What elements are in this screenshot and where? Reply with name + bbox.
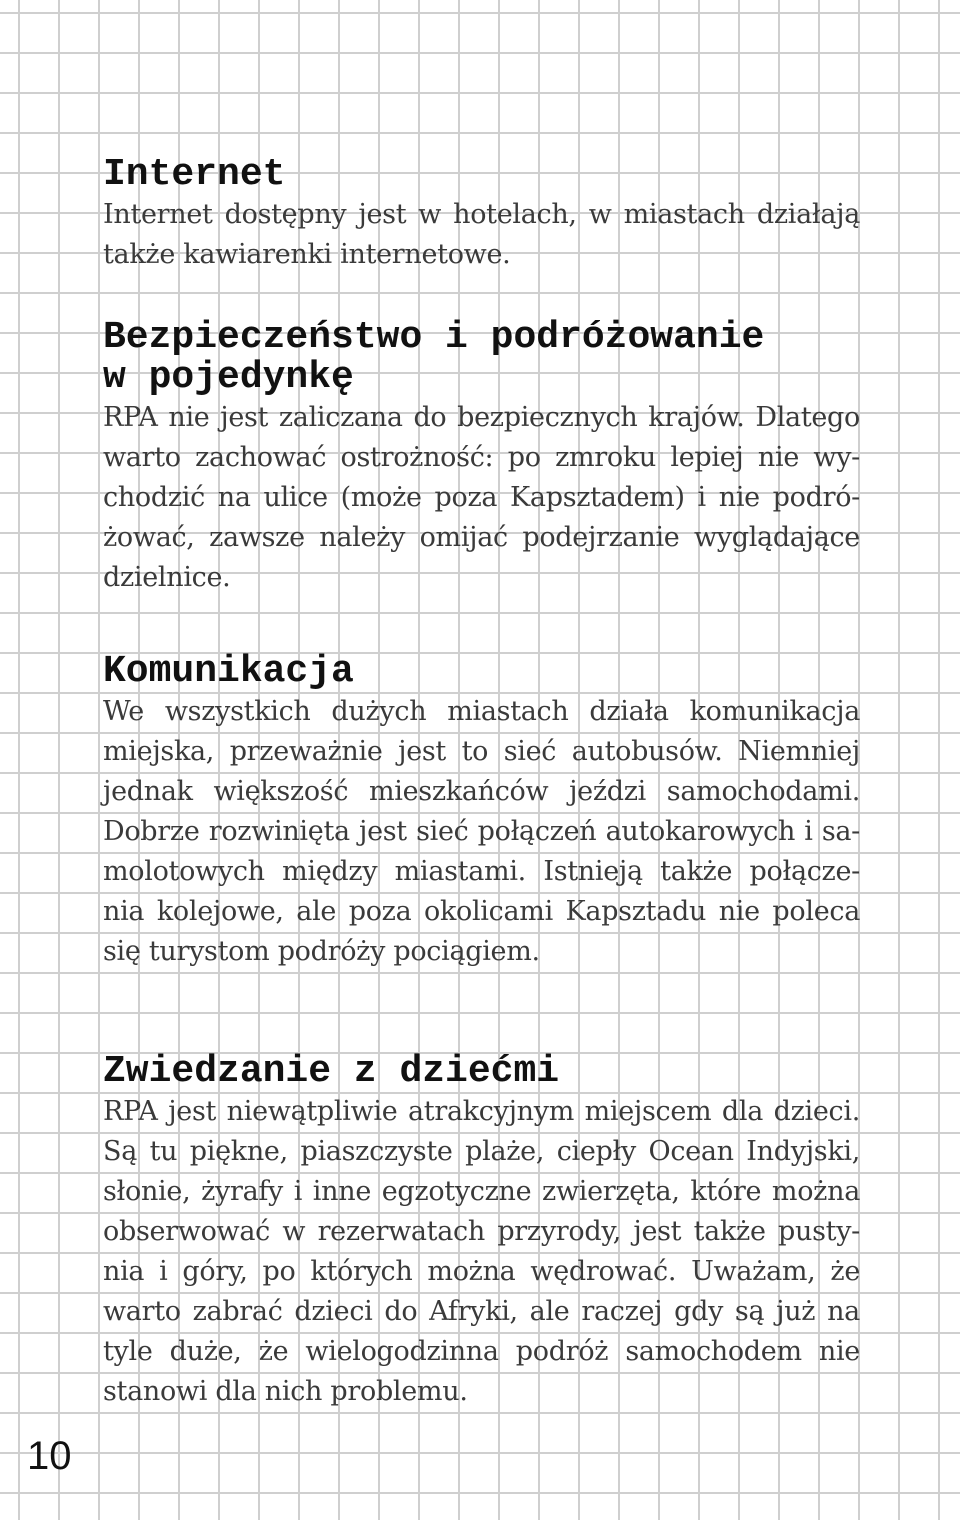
section-heading	[103, 318, 860, 398]
section-safety	[103, 318, 860, 598]
body-line: miejska, przeważnie jest to sieć autobusów. Niemniej	[103, 736, 860, 767]
section-body	[103, 195, 860, 275]
body-line: jednak większość mieszkańców jeździ samochodami.	[103, 776, 860, 807]
heading-line: Internet	[103, 153, 286, 196]
section-body	[103, 398, 860, 598]
body-line: się turystom podróży pociągiem.	[103, 936, 540, 967]
section-heading	[103, 155, 860, 195]
body-line: obserwować w rezerwatach przyrody, jest także pusty-	[103, 1216, 860, 1247]
section-internet	[103, 155, 860, 275]
heading-line: Zwiedzanie z dziećmi	[103, 1050, 560, 1093]
section-body	[103, 1092, 860, 1412]
body-line: RPA jest niewątpliwie atrakcyjnym miejscem dla dzieci.	[103, 1096, 860, 1127]
body-line: RPA nie jest zaliczana do bezpiecznych krajów. Dlatego	[103, 402, 860, 433]
section-children	[103, 1052, 860, 1412]
body-line: dzielnice.	[103, 562, 231, 593]
section-transport	[103, 652, 860, 972]
section-heading	[103, 1052, 860, 1092]
body-line: żować, zawsze należy omijać podejrzanie wyglądające	[103, 522, 860, 553]
body-line: stanowi dla nich problemu.	[103, 1376, 468, 1407]
body-line: nia i góry, po których można wędrować. Uważam, że	[103, 1256, 860, 1287]
body-line: tyle duże, że wielogodzinna podróż samochodem nie	[103, 1336, 860, 1367]
body-line: We wszystkich dużych miastach działa komunikacja	[103, 696, 860, 727]
body-line: także kawiarenki internetowe.	[103, 239, 511, 270]
body-line: warto zabrać dzieci do Afryki, ale raczej gdy są już na	[103, 1296, 860, 1327]
section-heading	[103, 652, 860, 692]
body-line: Są tu piękne, piaszczyste plaże, ciepły Ocean Indyjski,	[103, 1136, 860, 1167]
body-line: molotowych między miastami. Istnieją także połącze-	[103, 856, 860, 887]
body-line: słonie, żyrafy i inne egzotyczne zwierzęta, które można	[103, 1176, 860, 1207]
heading-line: Komunikacja	[103, 650, 354, 693]
page-number: 10	[27, 1434, 72, 1478]
heading-line: w pojedynkę	[103, 356, 354, 399]
section-body	[103, 692, 860, 972]
body-line: chodzić na ulice (może poza Kapsztadem) i nie podró-	[103, 482, 860, 513]
body-line: warto zachować ostrożność: po zmroku lepiej nie wy-	[103, 442, 860, 473]
body-line: nia kolejowe, ale poza okolicami Kapsztadu nie poleca	[103, 896, 860, 927]
body-line: Dobrze rozwinięta jest sieć połączeń autokarowych i sa-	[103, 816, 860, 847]
heading-line: Bezpieczeństwo i podróżowanie	[103, 316, 765, 359]
body-line: Internet dostępny jest w hotelach, w miastach działają	[103, 199, 860, 230]
